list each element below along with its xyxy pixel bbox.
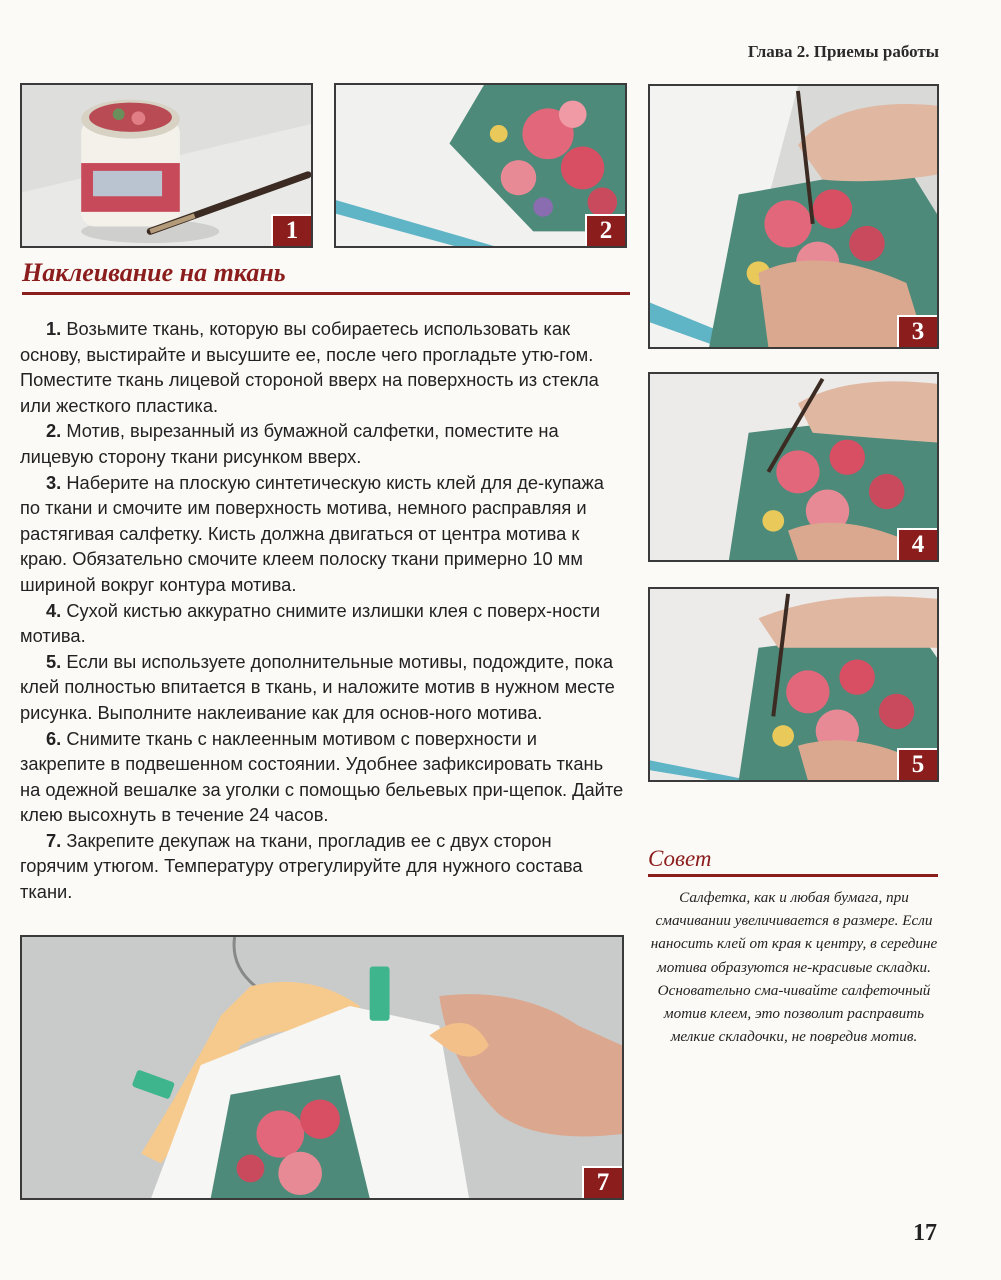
step-text: Закрепите декупаж на ткани, прогладив ее с двух сторон горячим утюгом. Температуру отрегулируйте для нужного состава ткани. (20, 829, 583, 903)
photo-7-hanging-fabric (20, 935, 624, 1200)
step-text: Возьмите ткань, которую вы собираетесь использовать как основу, выстирайте и высушите ее, после чего прогладьте утю-гом. Поместите ткань лицевой стороной вверх на поверхность из стекла или жесткого пластика. (20, 318, 599, 416)
step-text: Если вы используете дополнительные мотивы, подождите, пока клей полностью впитается в ткань, и наложите мотив в нужном месте рисунка. Выполните наклеивание как для основ-ного мотива. (20, 650, 615, 723)
jar-brush-illustration (22, 85, 311, 246)
step-number: 2. (46, 420, 62, 442)
photo-number-badge: 4 (897, 528, 937, 560)
step-number: 4. (46, 599, 62, 621)
step-number: 3. (46, 471, 62, 493)
removing-excess-illustration (650, 374, 937, 560)
step-1 (20, 316, 624, 418)
photo-1-glue-jar (20, 83, 313, 248)
step-number: 1. (46, 318, 62, 339)
step-text: Сухой кистью аккуратно снимите излишки клея с поверх-ности мотива. (20, 599, 601, 647)
step-2 (20, 418, 624, 469)
photo-number-badge: 2 (585, 214, 625, 246)
photo-4-removing-excess (648, 372, 939, 562)
photo-number-badge: 5 (897, 748, 937, 780)
step-text: Мотив, вырезанный из бумажной салфетки, поместите на лицевую сторону ткани рисунком вверх. (20, 420, 559, 467)
photo-number-badge: 3 (897, 315, 937, 347)
photo-number-badge: 1 (271, 214, 311, 246)
step-number: 5. (46, 650, 62, 672)
step-text: Наберите на плоскую синтетическую кисть клей для де-купажа по ткани и смочите им поверхность мотива, немного расправляя и растягивая салфетку. Кисть должна двигаться от центра мотива к краю. Обязательно смочите клеем полоску ткани примерно 10 мм шириной вокруг контура мотива. (20, 471, 604, 595)
step-number: 7. (46, 829, 62, 851)
photo-3-applying-glue (648, 84, 939, 349)
photo-5-extra-motif (648, 587, 939, 782)
page-number: 17 (913, 1220, 937, 1246)
step-5 (20, 649, 624, 726)
step-7 (20, 828, 624, 905)
step-text: Снимите ткань с наклеенным мотивом с поверхности и закрепите в подвешенном состоянии. Удобнее зафиксировать ткань на одежной вешалке за уголки с помощью бельевых при-щепок. Дайте клею высохнуть в течение 24 часов. (20, 727, 624, 826)
applying-glue-illustration (650, 86, 937, 347)
step-number: 6. (46, 727, 62, 749)
hanging-fabric-illustration (22, 937, 622, 1198)
photo-number-badge: 7 (582, 1166, 622, 1198)
step-4 (20, 598, 624, 649)
instructions-text (20, 316, 624, 905)
tip-title-rule (648, 874, 938, 877)
tip-text: Салфетка, как и любая бумага, при смачивании увеличивается в размере. Если наносить клей от края к центру, в середине мотива образуются не-красивые складки. Основательно сма-чивайте салфеточный мотив клеем, это позволит расправить мелкие складочки, не повредив мотив. (650, 889, 938, 1046)
extra-motif-illustration (650, 589, 937, 780)
section-title-rule (22, 292, 630, 295)
tip-title: Совет (648, 846, 712, 871)
step-6 (20, 726, 624, 828)
step-3 (20, 470, 624, 598)
photo-2-napkin-on-fabric (334, 83, 627, 248)
section-title: Наклеивание на ткань (22, 258, 286, 287)
napkin-illustration (336, 85, 625, 246)
chapter-header: Глава 2. Приемы работы (747, 42, 939, 61)
